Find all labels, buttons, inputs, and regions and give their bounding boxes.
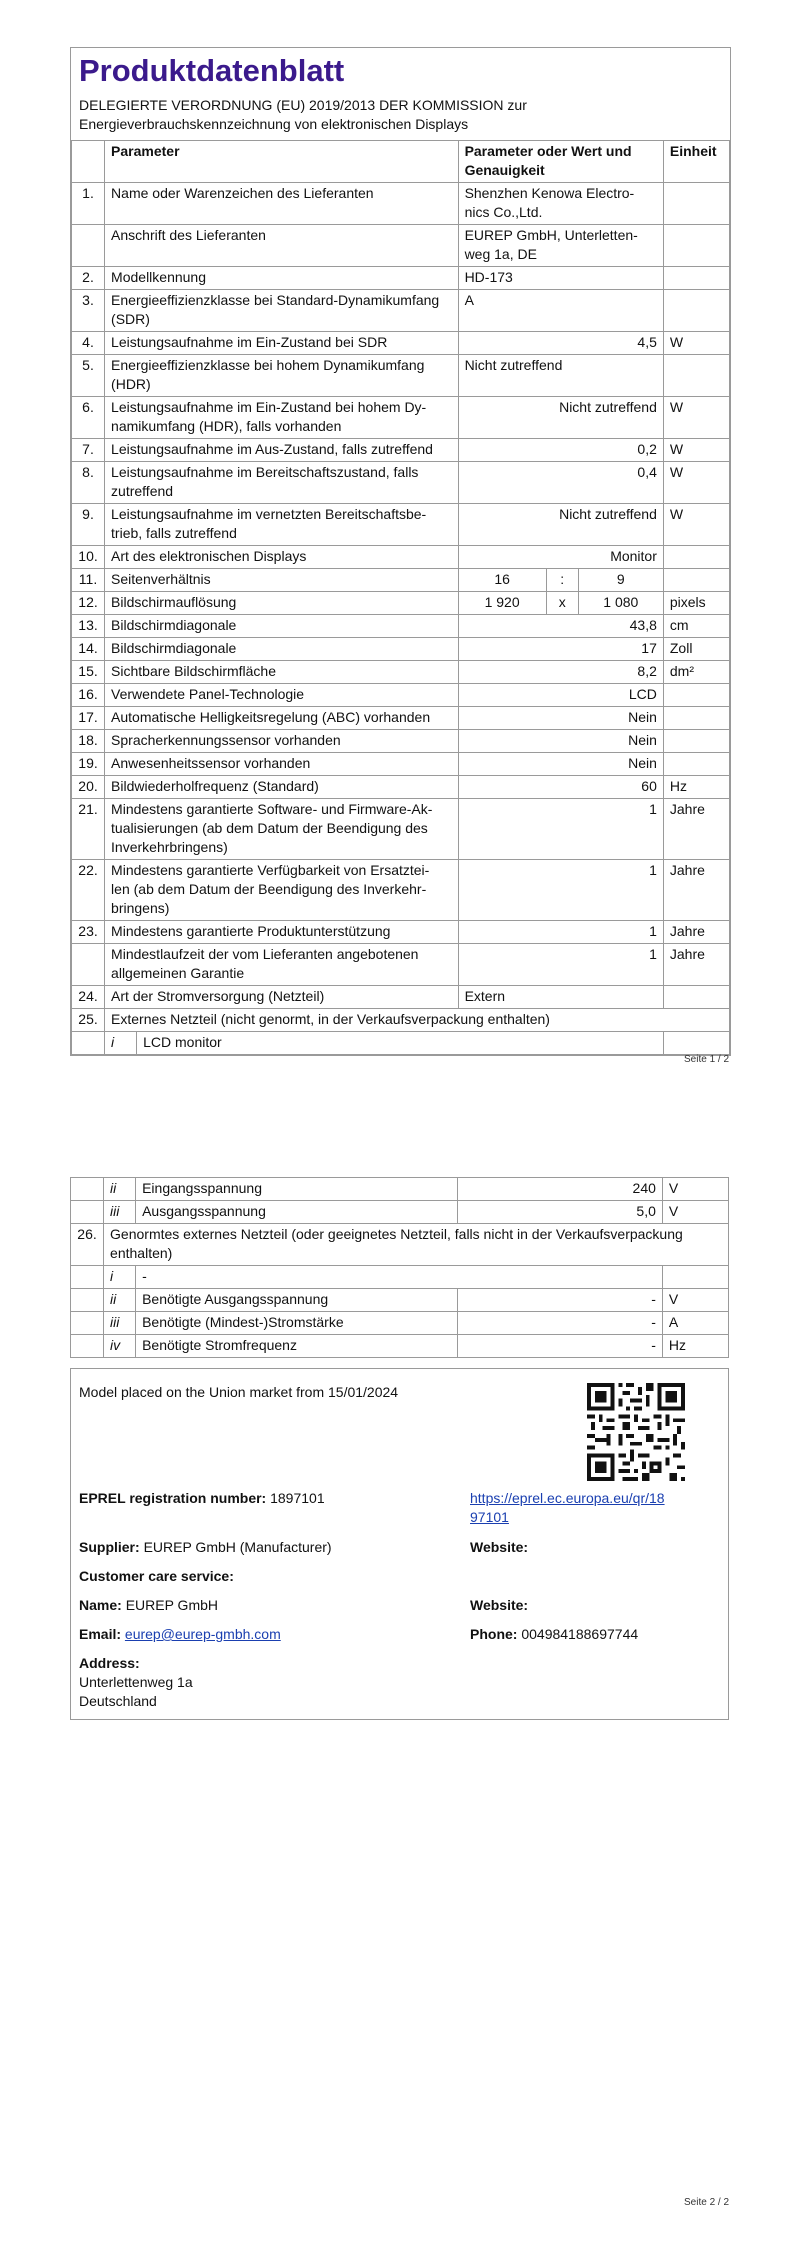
- email-label: Email:: [79, 1626, 122, 1642]
- table-row: [71, 1335, 729, 1358]
- table-row: [72, 355, 730, 397]
- table-row: [72, 439, 730, 462]
- row-unit: [663, 267, 729, 290]
- market-placement-date: Model placed on the Union market from 15/01/2024: [79, 1384, 399, 1400]
- row-label-line-2: allgemeinen Garantie: [111, 965, 245, 981]
- row-unit: [663, 684, 729, 707]
- table-header-row: [72, 141, 730, 183]
- row-unit: [663, 1032, 729, 1055]
- row-label: [105, 462, 459, 504]
- row-label-line-3: Inverkehrbringens): [111, 839, 228, 855]
- row-label-line-2: (SDR): [111, 311, 150, 327]
- row-label: Modellkennung: [105, 267, 459, 290]
- customer-care-name: [79, 1596, 218, 1615]
- address-line-1: Unterlettenweg 1a: [79, 1674, 193, 1690]
- row-value: -: [457, 1312, 662, 1335]
- row-value: Nicht zutreffend: [458, 355, 663, 397]
- aspect-ratio-width: 16: [458, 569, 546, 592]
- supplier: [79, 1538, 332, 1557]
- row-label: Name oder Warenzeichen des Lieferanten: [105, 183, 459, 225]
- eprel-link-line-1[interactable]: https://eprel.ec.europa.eu/qr/18: [470, 1490, 665, 1506]
- row-label: Spracherkennungssensor vorhanden: [105, 730, 459, 753]
- row-value: Monitor: [458, 546, 663, 569]
- row-label: Bildschirmdiagonale: [105, 615, 459, 638]
- row-value: 60: [458, 776, 663, 799]
- customer-care-heading: Customer care service:: [79, 1568, 234, 1584]
- row-value: 1: [458, 860, 663, 921]
- row-label-line-1: Leistungsaufnahme im vernetzten Bereitschaftsbe-: [111, 506, 427, 522]
- row-unit: W: [663, 504, 729, 546]
- row-value: 17: [458, 638, 663, 661]
- row-value: -: [457, 1289, 662, 1312]
- row-value-line-1: Shenzhen Kenowa Electro-: [464, 185, 635, 201]
- resolution-separator: x: [546, 592, 578, 615]
- page-number: Seite 1 / 2: [684, 1054, 730, 1065]
- table-row: [72, 1032, 730, 1055]
- row-unit: V: [662, 1178, 728, 1201]
- row-label: Anwesenheitssensor vorhanden: [105, 753, 459, 776]
- row-number: 19.: [72, 753, 105, 776]
- row-number: 8.: [72, 462, 105, 504]
- row-number: 25.: [72, 1009, 105, 1032]
- row-unit: V: [662, 1289, 728, 1312]
- row-label: Seitenverhältnis: [105, 569, 459, 592]
- row-unit: W: [663, 332, 729, 355]
- header-unit: Einheit: [663, 141, 729, 183]
- row-number: 10.: [72, 546, 105, 569]
- table-row: [71, 1266, 729, 1289]
- sub-index: ii: [104, 1289, 136, 1312]
- row-value-line-1: EUREP GmbH, Unterletten-: [464, 227, 638, 243]
- row-value: 0,4: [458, 462, 663, 504]
- row-number: [71, 1335, 104, 1358]
- power-supply-table: [70, 1177, 729, 1358]
- eprel-label: EPREL registration number:: [79, 1490, 267, 1506]
- row-label: [105, 504, 459, 546]
- row-number: [71, 1201, 104, 1224]
- row-label: Mindestens garantierte Produktunterstützung: [105, 921, 459, 944]
- row-number: 3.: [72, 290, 105, 332]
- row-label: Anschrift des Lieferanten: [105, 225, 459, 267]
- row-unit: [663, 707, 729, 730]
- row-label: [105, 860, 459, 921]
- product-data-sheet: [70, 47, 731, 1056]
- row-label: [104, 1224, 729, 1266]
- row-value: A: [458, 290, 663, 332]
- row-unit: Jahre: [663, 860, 729, 921]
- row-value: 8,2: [458, 661, 663, 684]
- customer-care-address: [79, 1654, 193, 1711]
- table-row: [72, 944, 730, 986]
- row-label-line-1: Energieeffizienzklasse bei hohem Dynamikumfang: [111, 357, 425, 373]
- row-value: 5,0: [457, 1201, 662, 1224]
- subtitle-line-1: DELEGIERTE VERORDNUNG (EU) 2019/2013 DER KOMMISSION zur: [79, 97, 527, 113]
- row-unit: [662, 1266, 728, 1289]
- row-number: 21.: [72, 799, 105, 860]
- table-row: [71, 1312, 729, 1335]
- table-row: [72, 267, 730, 290]
- row-label: Verwendete Panel-Technologie: [105, 684, 459, 707]
- row-label: Benötigte Ausgangsspannung: [136, 1289, 457, 1312]
- supplier-value: EUREP GmbH (Manufacturer): [143, 1539, 332, 1555]
- row-label-line-2: namikumfang (HDR), falls vorhanden: [111, 418, 342, 434]
- eprel-link[interactable]: [470, 1489, 665, 1527]
- row-unit: Hz: [662, 1335, 728, 1358]
- row-unit: W: [663, 462, 729, 504]
- table-row: [72, 921, 730, 944]
- row-label: Ausgangsspannung: [136, 1201, 457, 1224]
- eprel-number: 1897101: [270, 1490, 325, 1506]
- row-number: 14.: [72, 638, 105, 661]
- phone-value: 004984188697744: [521, 1626, 639, 1642]
- row-number: 12.: [72, 592, 105, 615]
- resolution-width: 1 920: [458, 592, 546, 615]
- row-label-line-1: Mindestlaufzeit der vom Lieferanten angebotenen: [111, 946, 419, 962]
- row-value: Extern: [458, 986, 663, 1009]
- row-label: [105, 799, 459, 860]
- row-value: 0,2: [458, 439, 663, 462]
- row-value: 1: [458, 944, 663, 986]
- row-number: [72, 1032, 105, 1055]
- eprel-info-box: [70, 1368, 729, 1720]
- eprel-registration: [79, 1489, 325, 1508]
- row-label-line-2: len (ab dem Datum der Beendigung des Inverkehr-: [111, 881, 427, 897]
- supplier-label: Supplier:: [79, 1539, 140, 1555]
- table-row: [72, 183, 730, 225]
- header-num-cell: [72, 141, 105, 183]
- row-number: 17.: [72, 707, 105, 730]
- name-label: Name:: [79, 1597, 122, 1613]
- row-unit: [663, 225, 729, 267]
- table-row: [72, 1009, 730, 1032]
- row-label-line-2: trieb, falls zutreffend: [111, 525, 237, 541]
- aspect-ratio-separator: :: [546, 569, 578, 592]
- row-unit: [663, 290, 729, 332]
- row-label: Art der Stromversorgung (Netzteil): [105, 986, 459, 1009]
- row-number: 26.: [71, 1224, 104, 1266]
- table-row: [71, 1201, 729, 1224]
- table-row: [72, 661, 730, 684]
- table-row: [72, 546, 730, 569]
- row-unit: [663, 986, 729, 1009]
- row-unit: Jahre: [663, 944, 729, 986]
- name-value: EUREP GmbH: [125, 1597, 219, 1613]
- table-row: [72, 290, 730, 332]
- row-label-line-2: (HDR): [111, 376, 151, 392]
- regulation-subtitle: [71, 92, 730, 140]
- sub-index: ii: [104, 1178, 136, 1201]
- row-label: [105, 355, 459, 397]
- row-number: 18.: [72, 730, 105, 753]
- row-value: 1: [458, 799, 663, 860]
- phone-label: Phone:: [470, 1626, 518, 1642]
- address-line-2: Deutschland: [79, 1693, 157, 1709]
- row-number: 7.: [72, 439, 105, 462]
- table-row: [72, 753, 730, 776]
- row-number: 9.: [72, 504, 105, 546]
- row-value: Nicht zutreffend: [458, 504, 663, 546]
- subtitle-line-2: Energieverbrauchskennzeichnung von elektronischen Displays: [79, 116, 469, 132]
- row-number: [72, 225, 105, 267]
- row-unit: dm²: [663, 661, 729, 684]
- customer-care-website-label: Website:: [470, 1597, 529, 1613]
- row-number: 23.: [72, 921, 105, 944]
- table-row: [72, 638, 730, 661]
- table-row: [71, 1224, 729, 1266]
- address-label: Address:: [79, 1655, 140, 1671]
- row-value: 1: [458, 921, 663, 944]
- row-label: Benötigte (Mindest-)Stromstärke: [136, 1312, 457, 1335]
- row-label: LCD monitor: [137, 1032, 664, 1055]
- row-number: [71, 1312, 104, 1335]
- row-value: Nein: [458, 707, 663, 730]
- header-parameter: Parameter: [105, 141, 459, 183]
- row-unit: Zoll: [663, 638, 729, 661]
- table-row: [72, 397, 730, 439]
- row-value: Nein: [458, 730, 663, 753]
- row-label: Art des elektronischen Displays: [105, 546, 459, 569]
- row-unit: W: [663, 439, 729, 462]
- row-unit: [663, 183, 729, 225]
- table-row: [72, 332, 730, 355]
- row-number: 15.: [72, 661, 105, 684]
- row-value: HD-173: [458, 267, 663, 290]
- row-number: 2.: [72, 267, 105, 290]
- table-row: [71, 1178, 729, 1201]
- row-label-line-1: Mindestens garantierte Software- und Firmware-Ak-: [111, 801, 433, 817]
- header-value-line-1: Parameter oder Wert und: [464, 143, 632, 159]
- table-row: [72, 615, 730, 638]
- row-number: 6.: [72, 397, 105, 439]
- row-label-line-1: Energieeffizienzklasse bei Standard-Dynamikumfang: [111, 292, 440, 308]
- table-row: [72, 684, 730, 707]
- row-label: Bildschirmauflösung: [105, 592, 459, 615]
- sub-index: i: [105, 1032, 137, 1055]
- supplier-website-label: Website:: [470, 1539, 529, 1555]
- row-label: [105, 397, 459, 439]
- header-value: [458, 141, 663, 183]
- row-label-line-1: Leistungsaufnahme im Ein-Zustand bei hohem Dy-: [111, 399, 427, 415]
- row-number: [72, 944, 105, 986]
- row-value: 240: [457, 1178, 662, 1201]
- row-value: Nicht zutreffend: [458, 397, 663, 439]
- sheet-title: Produktdatenblatt: [79, 53, 345, 88]
- row-unit: [663, 569, 729, 592]
- row-unit: [663, 546, 729, 569]
- row-unit: Hz: [663, 776, 729, 799]
- row-label: Leistungsaufnahme im Ein-Zustand bei SDR: [105, 332, 459, 355]
- row-value-line-2: nics Co.,Ltd.: [464, 204, 543, 220]
- row-label-line-2: zutreffend: [111, 483, 174, 499]
- row-label: Automatische Helligkeitsregelung (ABC) vorhanden: [105, 707, 459, 730]
- table-row: [72, 986, 730, 1009]
- row-label-line-2: enthalten): [110, 1245, 173, 1261]
- row-label-line-1: Mindestens garantierte Verfügbarkeit von Ersatztei-: [111, 862, 430, 878]
- row-number: 11.: [72, 569, 105, 592]
- row-unit: [663, 355, 729, 397]
- table-row: [72, 707, 730, 730]
- row-number: 20.: [72, 776, 105, 799]
- row-number: [71, 1266, 104, 1289]
- row-label-line-3: bringens): [111, 900, 170, 916]
- row-number: [71, 1289, 104, 1312]
- eprel-link-line-2[interactable]: 97101: [470, 1509, 509, 1525]
- email-link[interactable]: eurep@eurep-gmbh.com: [124, 1626, 281, 1642]
- row-unit: Jahre: [663, 799, 729, 860]
- row-number: [71, 1178, 104, 1201]
- header-value-line-2: Genauigkeit: [464, 162, 545, 178]
- table-row: [72, 504, 730, 546]
- row-value: 4,5: [458, 332, 663, 355]
- row-label: Leistungsaufnahme im Aus-Zustand, falls zutreffend: [105, 439, 459, 462]
- row-number: 5.: [72, 355, 105, 397]
- sub-index: iii: [104, 1201, 136, 1224]
- customer-care-phone: [470, 1625, 638, 1644]
- row-label: -: [136, 1266, 663, 1289]
- sub-index: i: [104, 1266, 136, 1289]
- row-label-line-1: Leistungsaufnahme im Bereitschaftszustand, falls: [111, 464, 419, 480]
- table-row: [72, 730, 730, 753]
- table-row: [71, 1289, 729, 1312]
- table-row: [72, 462, 730, 504]
- row-unit: cm: [663, 615, 729, 638]
- row-label-line-2: tualisierungen (ab dem Datum der Beendigung des: [111, 820, 428, 836]
- qr-code[interactable]: [587, 1383, 685, 1481]
- resolution-height: 1 080: [578, 592, 663, 615]
- row-unit: [663, 730, 729, 753]
- row-label: [105, 290, 459, 332]
- row-value: -: [457, 1335, 662, 1358]
- row-label: [105, 944, 459, 986]
- sub-index: iv: [104, 1335, 136, 1358]
- customer-care-email: [79, 1625, 281, 1644]
- row-number: 4.: [72, 332, 105, 355]
- row-number: 16.: [72, 684, 105, 707]
- table-row: [72, 592, 730, 615]
- sub-index: iii: [104, 1312, 136, 1335]
- table-row: [72, 569, 730, 592]
- row-value: [458, 225, 663, 267]
- row-label-line-1: Genormtes externes Netzteil (oder geeignetes Netzteil, falls nicht in der Verkaufsverpackung: [110, 1226, 683, 1242]
- row-unit: W: [663, 397, 729, 439]
- row-number: 13.: [72, 615, 105, 638]
- table-row: [72, 860, 730, 921]
- row-number: 24.: [72, 986, 105, 1009]
- row-number: 22.: [72, 860, 105, 921]
- row-unit: V: [662, 1201, 728, 1224]
- table-row: [72, 225, 730, 267]
- row-label: Eingangsspannung: [136, 1178, 457, 1201]
- table-row: [72, 799, 730, 860]
- row-unit: A: [662, 1312, 728, 1335]
- continued-table: [70, 1177, 729, 1358]
- row-value: LCD: [458, 684, 663, 707]
- row-value-line-2: weg 1a, DE: [464, 246, 537, 262]
- row-label: Bildwiederholfrequenz (Standard): [105, 776, 459, 799]
- row-unit: Jahre: [663, 921, 729, 944]
- row-label: Externes Netzteil (nicht genormt, in der Verkaufsverpackung enthalten): [105, 1009, 730, 1032]
- parameter-table: [71, 140, 730, 1055]
- row-unit: [663, 753, 729, 776]
- aspect-ratio-height: 9: [578, 569, 663, 592]
- row-value: 43,8: [458, 615, 663, 638]
- row-value: Nein: [458, 753, 663, 776]
- row-unit: pixels: [663, 592, 729, 615]
- row-label: Bildschirmdiagonale: [105, 638, 459, 661]
- row-number: 1.: [72, 183, 105, 225]
- row-label: Sichtbare Bildschirmfläche: [105, 661, 459, 684]
- row-value: [458, 183, 663, 225]
- table-row: [72, 776, 730, 799]
- row-label: Benötigte Stromfrequenz: [136, 1335, 457, 1358]
- page-number: Seite 2 / 2: [684, 2197, 730, 2208]
